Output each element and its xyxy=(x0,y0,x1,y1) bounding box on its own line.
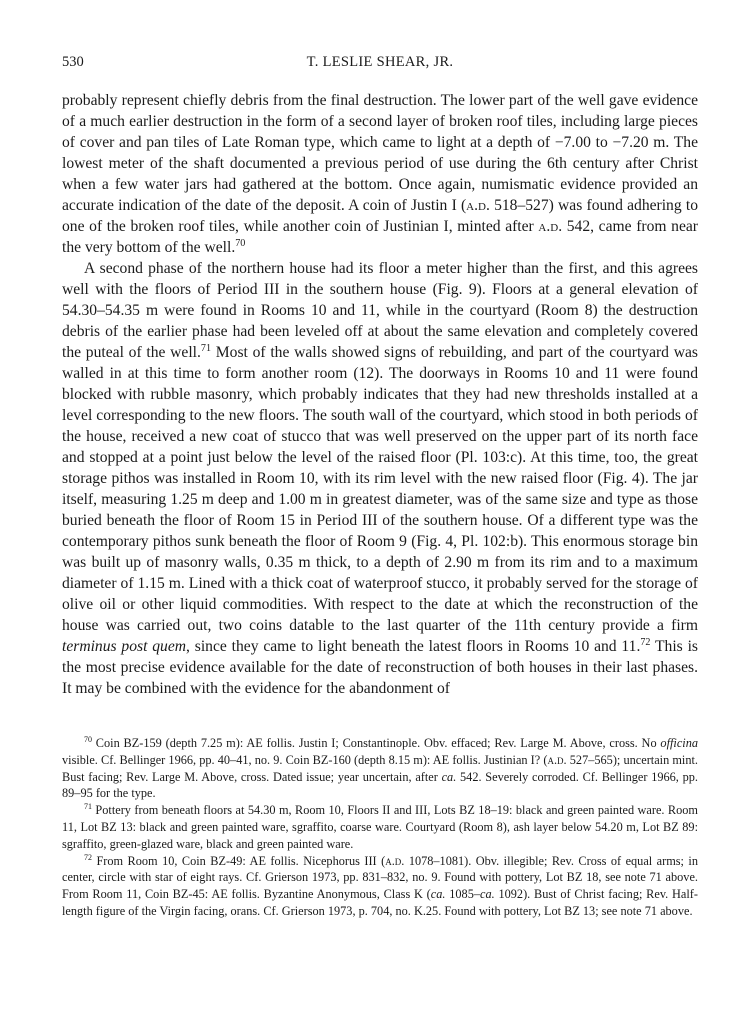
page-header xyxy=(62,54,698,78)
text-run: 518–527) was found adhering to one of the broken roof tiles, while another coin of Justinian I, minted after xyxy=(62,197,698,235)
running-head: T. LESLIE SHEAR, JR. xyxy=(306,54,454,70)
text-run: probably represent chiefly debris from the final destruction. The lower part of the well gave evidence of a much earlier destruction in the form of a second layer of broken roof tiles, including large pieces of cover and pan tiles of Late Roman type, which came to light at a depth of −7.00 to −7.20 m. The lowest meter of the shaft documented a previous period of use during the 6th century after Christ when a few water jars had gathered at the bottom. Once again, numismatic evidence provided an accurate indication of the date of the deposit. A coin of Justin I ( xyxy=(62,92,698,214)
italic-text: officina xyxy=(660,736,698,750)
page-number: 530 xyxy=(62,54,84,70)
footnote-ref: 72 xyxy=(84,852,92,862)
text-run: Coin BZ-159 (depth 7.25 m): AE follis. Justin I; Constantinople. Obv. effaced; Rev. Large M. Above, cross. No xyxy=(91,736,661,750)
footnotes xyxy=(62,735,698,920)
italic-text: ca. xyxy=(441,769,457,784)
body-text xyxy=(62,90,698,699)
text-run: 1078–1081). Obv. illegible; Rev. Cross of equal arms; in center, circle with star of eight rays. Cf. Grierson 1973, pp. 831–832, no. 9. Found with pottery, Lot BZ 18, see note 71 above. From Room 11, Coin BZ-45: AE follis. Byzantine Anonymous, Class K ( xyxy=(62,853,698,902)
text-run: 542. Severely corroded. Cf. Bellinger 1966, pp. 89–95 for the type. xyxy=(62,769,698,801)
small-caps-text: a.d. xyxy=(538,218,563,235)
page xyxy=(62,54,698,920)
text-run: 527–565); uncertain mint. Bust facing; Rev. Large M. Above, cross. Dated issue; year uncertain, after xyxy=(62,752,698,784)
footnote-ref: 72 xyxy=(640,636,651,648)
text-run: 542, came from near the very bottom of the well. xyxy=(62,218,698,256)
footnote-ref: 71 xyxy=(200,342,212,354)
italic-text: terminus post quem xyxy=(62,638,187,655)
text-run: visible. Cf. Bellinger 1966, pp. 40–41, no. 9. Coin BZ-160 (depth 8.15 m): AE follis. Justinian I? ( xyxy=(62,752,548,767)
text-run: Most of the walls showed signs of rebuilding, and part of the courtyard was walled in at this time to form another room (12). The doorways in Rooms 10 and 11 were found blocked with rubble masonry, which probably indicates that they had new thresholds installed at a level corresponding to the new floors. The south wall of the courtyard, which stood in both periods of the house, received a new coat of stucco that was well preserved on the upper part of its north face and stopped at a point just below the level of the raised floor (Pl. 103:c). At this time, too, the great storage pithos was installed in Room 10, with its rim level with the new raised floor (Fig. 4). The jar itself, measuring 1.25 m deep and 1.00 m in greatest diameter, was of the same size and type as those buried beneath the floor of Room 15 in Period III of the southern house. Of a different type was the contemporary pithos sunk beneath the floor of Room 9 (Fig. 4, Pl. 102:b). This enormous storage bin was built up of masonry walls, 0.35 m thick, to a depth of 2.90 m from its rim and to a maximum diameter of 1.15 m. Lined with a thick coat of waterproof stucco, it probably served for the storage of olive oil or other liquid commodities. With respect to the date at which the reconstruction of the house was carried out, two coins datable to the last quarter of the 11th century provide a firm xyxy=(62,344,698,634)
small-caps-text: a.d. xyxy=(385,853,405,868)
text-run: From Room 10, Coin BZ-49: AE follis. Nicephorus III ( xyxy=(91,853,386,868)
text-run: 1085– xyxy=(445,887,480,902)
footnote-70 xyxy=(62,735,698,802)
text-run: Pottery from beneath floors at 54.30 m, Room 10, Floors II and III, Lots BZ 18–19: black and green painted ware. Room 11, Lot BZ 13: black and green painted ware, sgraffito, coarse ware. Courtyard (Room 8), ash layer below 54.20 m, Lot BZ 89: sgraffito, green-glazed ware, black and green painted ware. xyxy=(62,803,698,851)
body-paragraph xyxy=(62,258,698,699)
small-caps-text: a.d. xyxy=(466,197,490,214)
footnote-71 xyxy=(62,802,698,852)
text-run: This is the most precise evidence available for the date of reconstruction of both houses in their last phases. It may be combined with the evidence for the abandonment of xyxy=(62,638,698,697)
text-run: 1092). Bust of Christ facing; Rev. Half-length figure of the Virgin facing, orans. Cf. Grierson 1973, p. 704, no. K.25. Found with pottery, Lot BZ 13; see note 71 above. xyxy=(62,887,698,918)
footnote-ref: 71 xyxy=(84,802,92,812)
footnote-ref: 70 xyxy=(84,734,92,744)
text-run: , since they came to light beneath the latest floors in Rooms 10 and 11. xyxy=(186,638,641,655)
footnote-72 xyxy=(62,853,698,920)
italic-text: ca. xyxy=(480,887,495,902)
footnote-ref: 70 xyxy=(235,237,246,249)
small-caps-text: a.d. xyxy=(547,752,567,767)
text-run: A second phase of the northern house had its floor a meter higher than the first, and this agrees well with the floors of Period III in the southern house (Fig. 9). Floors at a general elevation of 54.30–54.35 m were found in Rooms 10 and 11, while in the courtyard (Room 8) the destruction debris of the earlier phase had been leveled off at about the same elevation and completely covered the puteal of the well. xyxy=(62,260,698,361)
italic-text: ca. xyxy=(430,887,446,902)
body-paragraph xyxy=(62,90,698,258)
